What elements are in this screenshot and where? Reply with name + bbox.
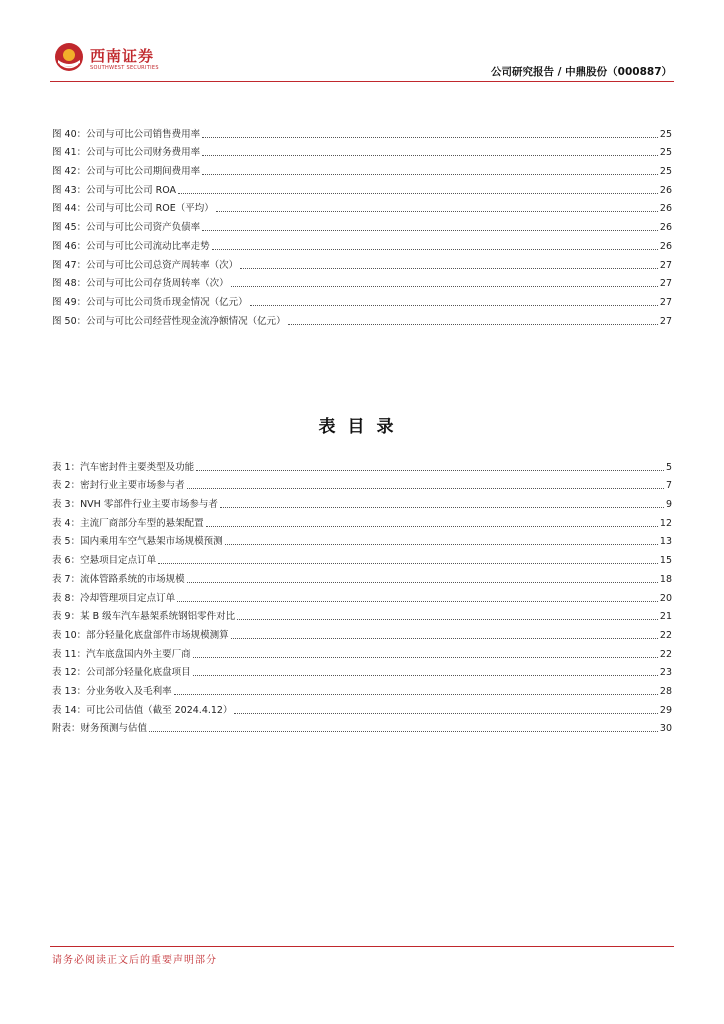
logo-name: 西南证券 [90, 47, 155, 65]
toc-entry-label: 表 7：流体管路系统的市场规模 [52, 573, 185, 585]
toc-entry-label: 图 45：公司与可比公司资产负债率 [52, 222, 201, 234]
toc-entry[interactable] [52, 197, 672, 216]
toc-entry[interactable] [52, 511, 672, 530]
toc-entry[interactable] [52, 455, 672, 474]
toc-entry[interactable] [52, 717, 672, 736]
toc-entry[interactable] [52, 698, 672, 717]
toc-dot-leader [206, 526, 658, 527]
toc-entry[interactable] [52, 290, 672, 309]
toc-entry-label: 表 14：可比公司估值（截至 2024.4.12） [52, 704, 233, 716]
toc-entry[interactable] [52, 122, 672, 141]
toc-dot-leader [178, 193, 658, 194]
toc-entry-label: 表 5：国内乘用车空气悬架市场规模预测 [52, 536, 223, 548]
toc-entry-page: 13 [659, 536, 672, 548]
toc-dot-leader [202, 230, 658, 231]
toc-entry-label: 图 44：公司与可比公司 ROE（平均） [52, 203, 214, 215]
logo-subtitle: SOUTHWEST SECURITIES [90, 65, 159, 71]
toc-dot-leader [220, 507, 664, 508]
toc-entry-label: 图 43：公司与可比公司 ROA [52, 184, 177, 196]
toc-entry-page: 7 [665, 480, 672, 492]
toc-entry[interactable] [52, 623, 672, 642]
toc-entry-page: 27 [659, 278, 672, 290]
toc-entry-page: 25 [659, 166, 672, 178]
toc-dot-leader [231, 286, 658, 287]
toc-entry[interactable] [52, 178, 672, 197]
toc-entry-label: 表 8：冷却管理项目定点订单 [52, 592, 176, 604]
toc-entry-label: 表 12：公司部分轻量化底盘项目 [52, 667, 191, 679]
toc-dot-leader [187, 488, 664, 489]
toc-dot-leader [174, 694, 658, 695]
toc-entry-page: 30 [659, 723, 672, 735]
toc-entry[interactable] [52, 548, 672, 567]
toc-dot-leader [216, 211, 658, 212]
footer-disclaimer: 请务必阅读正文后的重要声明部分 [52, 955, 217, 966]
toc-entry-label: 表 4：主流厂商部分车型的悬架配置 [52, 517, 204, 529]
toc-entry[interactable] [52, 234, 672, 253]
toc-dot-leader [193, 675, 658, 676]
toc-entry[interactable] [52, 605, 672, 624]
toc-entry-label: 图 46：公司与可比公司流动比率走势 [52, 240, 210, 252]
toc-entry-label: 图 40：公司与可比公司销售费用率 [52, 128, 201, 140]
header-divider [50, 81, 674, 82]
toc-entry-page: 27 [659, 296, 672, 308]
toc-entry-page: 28 [659, 685, 672, 697]
toc-entry-label: 表 6：空悬项目定点订单 [52, 555, 157, 567]
toc-dot-leader [231, 638, 658, 639]
toc-dot-leader [234, 713, 657, 714]
toc-entry-label: 图 47：公司与可比公司总资产周转率（次） [52, 259, 239, 271]
toc-entry[interactable] [52, 309, 672, 328]
toc-entry-page: 23 [659, 667, 672, 679]
logo-emblem-icon [54, 42, 84, 72]
toc-dot-leader [237, 619, 658, 620]
toc-entry[interactable] [52, 141, 672, 160]
tables-toc [52, 455, 672, 735]
toc-entry-page: 26 [659, 203, 672, 215]
toc-entry[interactable] [52, 492, 672, 511]
toc-entry-page: 29 [659, 704, 672, 716]
toc-entry-page: 20 [659, 592, 672, 604]
toc-dot-leader [202, 174, 658, 175]
toc-entry[interactable] [52, 661, 672, 680]
toc-dot-leader [149, 731, 658, 732]
toc-entry-label: 表 11：汽车底盘国内外主要厂商 [52, 648, 191, 660]
page-header [50, 40, 674, 82]
toc-entry[interactable] [52, 215, 672, 234]
toc-entry-label: 附表：财务预测与估值 [52, 723, 148, 735]
tables-section-title: 表目录 [318, 417, 406, 437]
toc-entry-page: 25 [659, 128, 672, 140]
toc-entry[interactable] [52, 253, 672, 272]
toc-dot-leader [177, 601, 658, 602]
toc-entry-page: 27 [659, 315, 672, 327]
toc-entry[interactable] [52, 272, 672, 291]
toc-entry[interactable] [52, 679, 672, 698]
toc-dot-leader [187, 582, 658, 583]
toc-entry[interactable] [52, 474, 672, 493]
toc-dot-leader [250, 305, 658, 306]
toc-entry-label: 表 3：NVH 零部件行业主要市场参与者 [52, 499, 218, 511]
toc-entry-label: 表 2：密封行业主要市场参与者 [52, 480, 185, 492]
toc-entry-page: 18 [659, 573, 672, 585]
figures-toc [52, 122, 672, 328]
toc-entry[interactable] [52, 530, 672, 549]
toc-entry-label: 表 9：某 B 级车汽车悬架系统钢铝零件对比 [52, 611, 236, 623]
toc-dot-leader [202, 155, 658, 156]
toc-entry[interactable] [52, 586, 672, 605]
toc-entry[interactable] [52, 567, 672, 586]
toc-entry-page: 5 [665, 461, 672, 473]
toc-dot-leader [240, 268, 658, 269]
toc-entry-page: 9 [665, 499, 672, 511]
toc-dot-leader [196, 470, 664, 471]
footer-divider [50, 946, 674, 947]
toc-entry-label: 图 41：公司与可比公司财务费用率 [52, 147, 201, 159]
toc-entry-page: 15 [659, 555, 672, 567]
toc-dot-leader [193, 657, 658, 658]
toc-entry-label: 图 48：公司与可比公司存货周转率（次） [52, 278, 229, 290]
toc-entry-label: 图 42：公司与可比公司期间费用率 [52, 166, 201, 178]
company-logo [54, 42, 174, 76]
toc-entry-label: 表 1：汽车密封件主要类型及功能 [52, 461, 195, 473]
toc-entry-page: 22 [659, 648, 672, 660]
toc-entry-page: 12 [659, 517, 672, 529]
toc-entry[interactable] [52, 159, 672, 178]
toc-entry[interactable] [52, 642, 672, 661]
toc-entry-label: 图 49：公司与可比公司货币现金情况（亿元） [52, 296, 248, 308]
toc-entry-page: 26 [659, 240, 672, 252]
report-title: 公司研究报告 / 中鼎股份（000887） [491, 66, 672, 78]
toc-entry-page: 25 [659, 147, 672, 159]
toc-entry-page: 26 [659, 222, 672, 234]
toc-entry-label: 表 10：部分轻量化底盘部件市场规模测算 [52, 629, 229, 641]
toc-dot-leader [202, 137, 658, 138]
toc-entry-page: 21 [659, 611, 672, 623]
toc-dot-leader [225, 544, 658, 545]
toc-dot-leader [158, 563, 658, 564]
toc-entry-page: 26 [659, 184, 672, 196]
toc-dot-leader [288, 324, 658, 325]
toc-dot-leader [212, 249, 658, 250]
toc-entry-label: 图 50：公司与可比公司经营性现金流净额情况（亿元） [52, 315, 286, 327]
toc-entry-page: 22 [659, 629, 672, 641]
toc-entry-page: 27 [659, 259, 672, 271]
toc-entry-label: 表 13：分业务收入及毛利率 [52, 685, 172, 697]
